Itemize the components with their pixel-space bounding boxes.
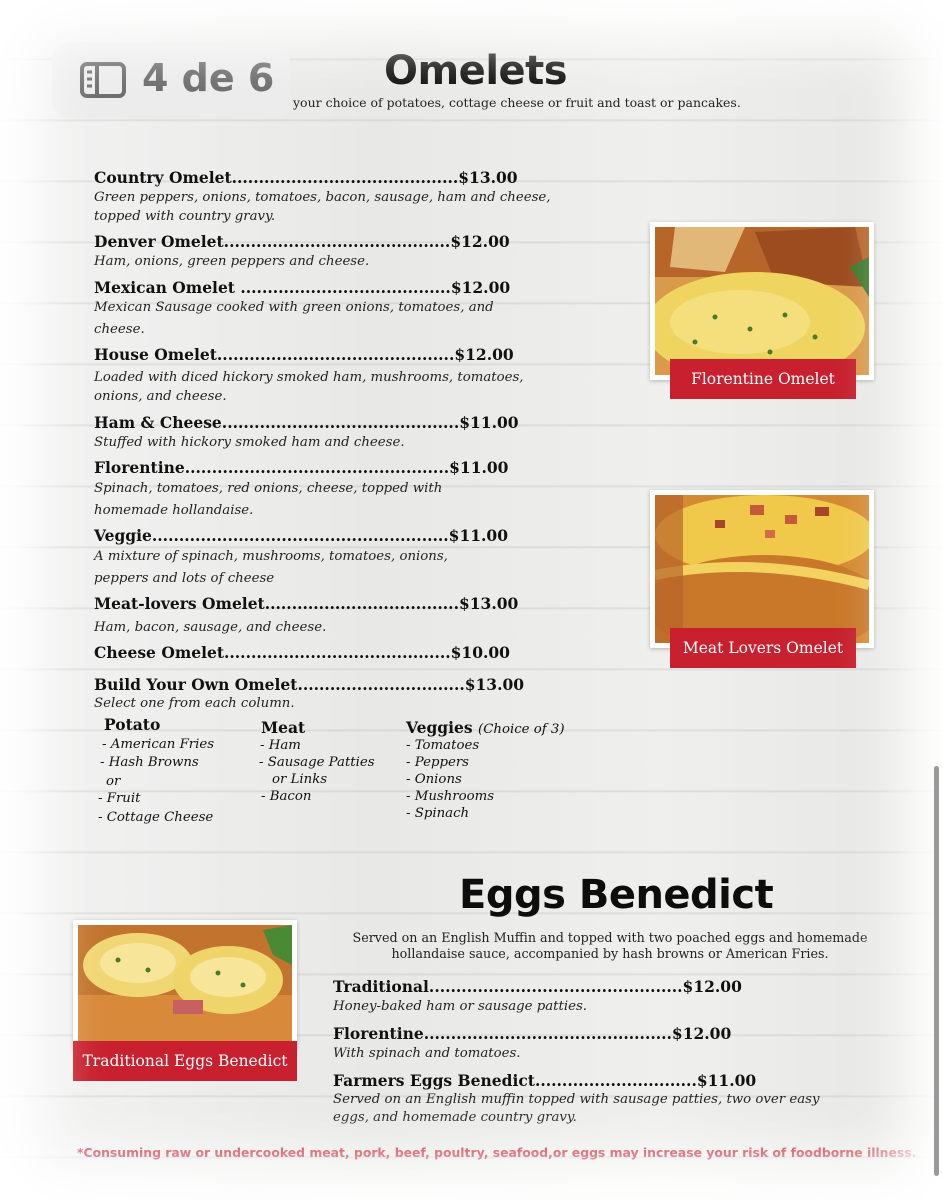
page-number: 4 de 6 [142,56,275,100]
traditional-benedict-photo [73,920,297,1048]
photo-caption-traditional-benedict: Traditional Eggs Benedict [73,1041,297,1081]
item-description: Stuffed with hickory smoked ham and cheese. [94,435,405,450]
option-item: - Cottage Cheese [98,810,214,825]
menu-item-ham-cheese: Ham & Cheese............................................$11.00 [94,413,519,432]
option-item: - Peppers [406,755,470,770]
menu-item-farmers-benedict: Farmers Eggs Benedict..............................$11.00 [333,1071,757,1090]
option-item: - Spinach [406,806,470,821]
page-indicator[interactable] [52,42,290,118]
food-image [655,495,869,643]
item-description: Honey-baked ham or sausage patties. [333,999,588,1014]
menu-item-meat-lovers: Meat-lovers Omelet....................................$13.00 [94,594,519,613]
item-description: With spinach and tomatoes. [333,1046,521,1061]
photo-caption-florentine: Florentine Omelet [670,359,856,399]
food-safety-warning: *Consuming raw or undercooked meat, pork, beef, poultry, seafood,or eggs may increase your risk of foodborne illness. [77,1145,917,1160]
column-heading-veggies: Veggies (Choice of 3) [406,718,565,737]
meat-lovers-omelet-photo [650,490,874,648]
option-item: - Onions [406,772,462,787]
option-item: - Fruit [98,791,141,806]
menu-item-house-omelet: House Omelet............................................$12.00 [94,345,514,364]
option-item: or Links [272,772,328,787]
option-item: - Sausage Patties [259,755,375,770]
scrollbar[interactable] [934,766,939,1176]
option-item: - Mushrooms [406,789,495,804]
photo-caption-meat-lovers: Meat Lovers Omelet [670,628,856,668]
option-item: - Hash Browns [100,755,199,770]
item-description: Ham, onions, green peppers and cheese. [94,254,370,269]
item-description: Green peppers, onions, tomatoes, bacon, sausage, ham and cheese, topped with country gravy. [94,190,551,224]
option-item: - Ham [260,738,301,753]
menu-item-florentine: Florentine.................................................$11.00 [94,458,509,477]
option-item: or [106,774,121,789]
option-item: - Bacon [261,789,312,804]
menu-item-build-your-own: Build Your Own Omelet...............................$13.00 [94,675,525,694]
menu-item-veggie: Veggie.......................................................$11.00 [94,526,509,545]
eggs-benedict-title: Eggs Benedict [459,872,774,918]
menu-item-denver-omelet: Denver Omelet..........................................$12.00 [94,232,510,251]
menu-item-cheese-omelet: Cheese Omelet..........................................$10.00 [94,643,510,662]
food-image [78,925,292,1043]
item-description: Spinach, tomatoes, red onions, cheese, topped with homemade hollandaise. [94,481,443,518]
item-description: Select one from each column. [94,696,295,711]
food-image [655,227,869,375]
menu-item-mexican-omelet: Mexican Omelet .......................................$12.00 [94,278,511,297]
option-item: - Tomatoes [406,738,480,753]
item-description: Mexican Sausage cooked with green onions, tomatoes, and cheese. [94,300,494,337]
sidebar-icon [80,62,126,98]
florentine-omelet-photo [650,222,874,380]
item-description: Ham, bacon, sausage, and cheese. [94,620,327,635]
option-item: - American Fries [102,737,215,752]
menu-item-country-omelet: Country Omelet..........................................$13.00 [94,168,518,187]
column-heading-meat: Meat [261,718,306,737]
item-description: A mixture of spinach, mushrooms, tomatoes, onions, peppers and lots of cheese [94,549,448,586]
omelets-title: Omelets [384,48,568,94]
eggs-benedict-intro: Served on an English Muffin and topped with two poached eggs and homemade hollandaise sauce, accompanied by hash browns or American Fries. [352,930,868,961]
item-description: Loaded with diced hickory smoked ham, mushrooms, tomatoes, onions, and cheese. [94,370,524,404]
menu-item-benedict-florentine: Florentine..............................................$12.00 [333,1024,732,1043]
item-description: Served on an English muffin topped with sausage patties, two over easy eggs, and homemade country gravy. [333,1092,820,1125]
menu-item-traditional: Traditional...............................................$12.00 [333,977,742,996]
omelets-intro: your choice of potatoes, cottage cheese or fruit and toast or pancakes. [293,95,741,110]
column-heading-potato: Potato [104,715,161,734]
